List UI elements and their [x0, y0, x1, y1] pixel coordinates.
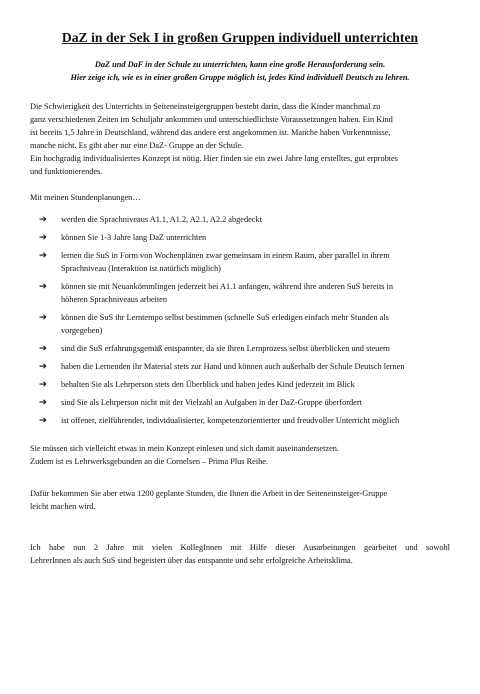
bullet-line: behalten Sie als Lehrperson stets den Überblick und haben jedes Kind jederzeit im Blick	[61, 380, 355, 389]
intro-paragraph	[30, 100, 450, 178]
lead-sentence: Mit meinen Stundenplanungen…	[30, 193, 141, 202]
subtitle-line: DaZ und DaF in der Schule zu unterrichten, kann eine große Herausforderung sein.	[94, 60, 386, 69]
bullet-text	[61, 360, 450, 373]
paragraph-line: LehrerInnen als auch SuS sind begeistert über das entspannte und sehr erfolgreiche Arbeitsklima.	[30, 556, 353, 565]
bullet-item	[39, 280, 450, 306]
bullet-text	[61, 396, 450, 409]
bullet-item	[39, 360, 450, 373]
bullet-list	[30, 213, 450, 427]
intro-line: Ein hochgradig individualisiertes Konzept ist nötig. Hier finden sie ein zwei Jahre lang erstelltes, gut erprobtes	[30, 154, 398, 163]
bullet-item	[39, 378, 450, 391]
subtitle-line: Hier zeige ich, wie es in einer großen Gruppe möglich ist, jedes Kind individuell Deutsch zu lehren.	[70, 73, 410, 82]
bullet-line: lernen die SuS in Form von Wochenplänen zwar gemeinsam in einem Raum, aber parallel in ihrem	[61, 251, 390, 260]
arrow-icon: ➔	[39, 397, 47, 408]
bullet-line: können sie mit Neuankömmlingen jederzeit bei A1.1 anfangen, während ihre anderen SuS bereits in	[61, 282, 394, 291]
document-title: DaZ in der Sek I in großen Gruppen individuell unterrichten	[61, 30, 419, 45]
arrow-icon: ➔	[39, 379, 47, 390]
bullet-item	[39, 311, 450, 337]
bullet-line: Sprachniveau (Interaktion ist natürlich möglich)	[61, 264, 221, 273]
paragraph-line: Dafür bekommen Sie aber etwa 1200 geplante Stunden, die Ihnen die Arbeit in der Seiteneinsteiger-Gruppe	[30, 489, 388, 498]
bullet-text	[61, 249, 450, 275]
arrow-icon: ➔	[39, 281, 47, 292]
paragraph-line: Ich habe nun 2 Jahre mit vielen KollegInnen mit Hilfe dieser Ausarbeitungen gearbeitet und sowohl	[30, 543, 450, 552]
paragraph-concept	[30, 442, 450, 468]
paragraph-hours	[30, 487, 450, 513]
bullet-item	[39, 249, 450, 275]
bullet-line: höheren Sprachniveaus arbeiten	[61, 295, 167, 304]
paragraph-experience	[30, 541, 450, 567]
bullet-line: können die SuS ihr Lerntempo selbst bestimmen (schnelle SuS erledigen einfach mehr Stunden als	[61, 313, 389, 322]
bullet-text	[61, 231, 450, 244]
arrow-icon: ➔	[39, 361, 47, 372]
bullet-line: können Sie 1-3 Jahre lang DaZ unterrichten	[61, 233, 207, 242]
arrow-icon: ➔	[39, 214, 47, 225]
bullet-item	[39, 213, 450, 226]
arrow-icon: ➔	[39, 415, 47, 426]
arrow-icon: ➔	[39, 232, 47, 243]
bullet-item	[39, 414, 450, 427]
bullet-text	[61, 213, 450, 226]
bullet-line: haben die Lernenden ihr Material stets zur Hand und können auch außerhalb der Schule Deutsch lernen	[61, 362, 405, 371]
bullet-item	[39, 396, 450, 409]
paragraph-line: Sie müssen sich vielleicht etwas in mein Konzept einlesen und sich damit auseinandersetzen.	[30, 444, 339, 453]
bullet-text	[61, 342, 450, 355]
bullet-line: ist offener, zielführender, individualisierter, kompetenzorientierter und freudvoller Unterricht möglich	[61, 416, 400, 425]
intro-line: Die Schwierigkeit des Unterrichts in Seiteneinsteigergruppen besteht darin, dass die Kinder manchmal zu	[30, 102, 381, 111]
subtitle	[30, 58, 450, 84]
bullet-line: vorgegeben)	[61, 326, 103, 335]
bullet-text	[61, 414, 450, 427]
arrow-icon: ➔	[39, 250, 47, 261]
intro-line: und funktionierendes.	[30, 167, 103, 176]
arrow-icon: ➔	[39, 312, 47, 323]
bullet-text	[61, 311, 450, 337]
intro-line: ganz verschiedenen Zeiten im Schuljahr ankommen und unterschiedlichste Voraussetzungen haben. Ein Kind	[30, 115, 393, 124]
bullet-item	[39, 342, 450, 355]
paragraph-line: leicht machen wird.	[30, 502, 96, 511]
bullet-line: sind die SuS erfahrungsgemäß entspannter, da sie ihren Lernprozess selbst überblicken und steuern	[61, 344, 390, 353]
bullet-text	[61, 378, 450, 391]
paragraph-line: Zudem ist es Lehrwerksgebunden an die Cornelsen – Prima Plus Reihe.	[30, 457, 269, 466]
bullet-text	[61, 280, 450, 306]
intro-line: ist bereits 1,5 Jahre in Deutschland, während das andere erst angekommen ist. Manche haben Vorkenntnisse,	[30, 128, 391, 137]
intro-line: manche nicht. Es gibt aber nur eine DaZ- Gruppe an der Schule.	[30, 141, 244, 150]
bullet-line: werden die Sprachniveaus A1.1, A1.2, A2.1, A2.2 abgedeckt	[61, 215, 262, 224]
bullet-item	[39, 231, 450, 244]
arrow-icon: ➔	[39, 343, 47, 354]
bullet-line: sind Sie als Lehrperson nicht mit der Vielzahl an Aufgaben in der DaZ-Gruppe überfordert	[61, 398, 362, 407]
